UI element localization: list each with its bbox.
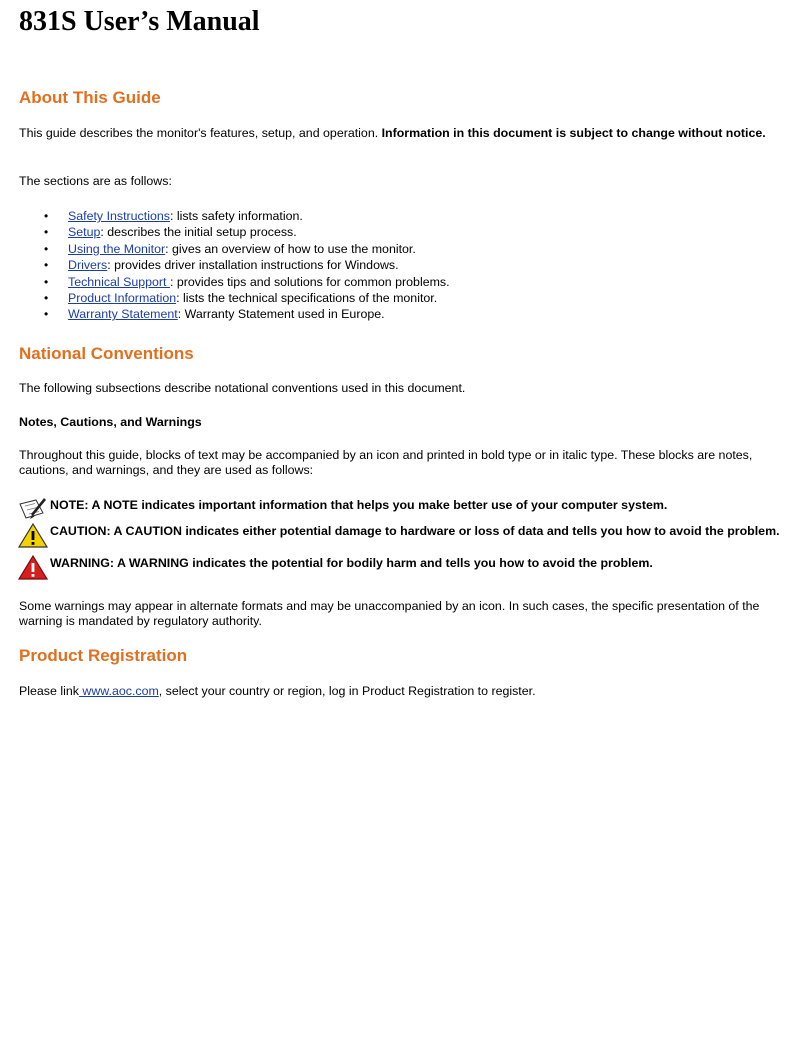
sections-list xyxy=(19,208,779,323)
item-desc: : provides tips and solutions for common problems. xyxy=(169,274,450,289)
warning-icon xyxy=(18,555,48,580)
item-desc: : provides driver installation instructions for Windows. xyxy=(107,258,399,273)
link-using-the-monitor[interactable]: Using the Monitor xyxy=(68,241,166,256)
caution-icon xyxy=(18,523,48,548)
about-intro-bold: Information in this document is subject to change without notice. xyxy=(381,126,766,140)
conventions-para: Throughout this guide, blocks of text may be accompanied by an icon and printed in bold type or in italic type. These blocks are notes, cautions, and warnings, and they are used as follows: xyxy=(19,448,753,477)
link-product-information[interactable]: Product Information xyxy=(68,290,177,305)
item-desc: : gives an overview of how to use the monitor. xyxy=(165,241,416,256)
bullet: • xyxy=(44,225,49,240)
registration-text xyxy=(19,684,769,699)
list-item xyxy=(19,257,779,273)
list-item xyxy=(19,290,779,306)
caution-text: CAUTION: A CAUTION indicates either potential damage to hardware or loss of data and tells you how to avoid the problem. xyxy=(50,524,780,538)
sections-intro: The sections are as follows: xyxy=(19,174,172,188)
link-technical-support[interactable]: Technical Support xyxy=(68,274,170,289)
about-heading: About This Guide xyxy=(19,88,161,107)
item-desc: : lists safety information. xyxy=(169,209,303,223)
bullet: • xyxy=(44,258,49,273)
list-item xyxy=(19,241,779,257)
aoc-website-link[interactable]: www.aoc.com xyxy=(78,684,159,698)
bullet: • xyxy=(44,209,49,223)
bullet: • xyxy=(44,290,49,305)
bullet: • xyxy=(44,307,49,322)
link-setup[interactable]: Setup xyxy=(68,225,101,240)
list-item xyxy=(19,224,779,240)
registration-text-before: Please link xyxy=(19,684,79,698)
item-desc: : describes the initial setup process. xyxy=(100,225,297,240)
list-item xyxy=(19,208,779,224)
note-text: NOTE: A NOTE indicates important information that helps you make better use of your computer system. xyxy=(50,498,668,512)
item-desc: : Warranty Statement used in Europe. xyxy=(177,307,385,322)
bullet: • xyxy=(44,274,49,289)
list-item xyxy=(19,274,779,290)
registration-text-after: , select your country or region, log in Product Registration to register. xyxy=(158,684,536,698)
about-intro-plain: This guide describes the monitor's features, setup, and operation. xyxy=(19,126,382,140)
page-title: 831S User’s Manual xyxy=(19,6,260,37)
about-intro xyxy=(19,126,769,141)
warning-text: WARNING: A WARNING indicates the potential for bodily harm and tells you how to avoid the problem. xyxy=(50,556,653,570)
bullet: • xyxy=(44,241,49,256)
alternate-formats-para: Some warnings may appear in alternate formats and may be unaccompanied by an icon. In such cases, the specific presentation of the warning is mandated by regulatory authority. xyxy=(19,599,760,628)
registration-heading: Product Registration xyxy=(19,646,188,665)
list-item xyxy=(19,306,779,322)
conventions-intro: The following subsections describe notational conventions used in this document. xyxy=(19,381,466,395)
link-warranty-statement[interactable]: Warranty Statement xyxy=(68,307,178,322)
link-safety-instructions[interactable]: Safety Instructions xyxy=(68,209,170,223)
item-desc: : lists the technical specifications of the monitor. xyxy=(176,290,438,305)
conventions-heading: National Conventions xyxy=(19,344,194,363)
link-drivers[interactable]: Drivers xyxy=(68,258,108,273)
notes-subheading: Notes, Cautions, and Warnings xyxy=(19,415,202,429)
note-icon xyxy=(19,498,47,520)
